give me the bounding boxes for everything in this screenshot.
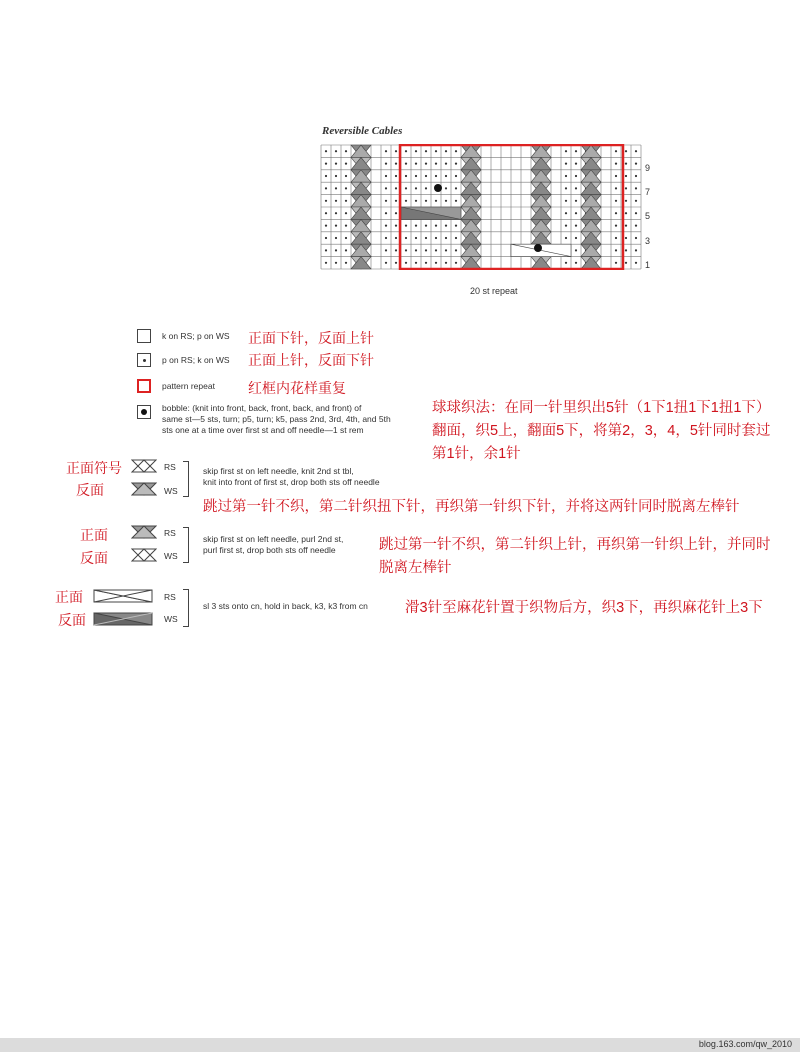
cross-knit-bracket: [183, 461, 189, 497]
cross-knit-cn-ws: 反面: [76, 482, 104, 498]
knit-symbol-icon: [137, 329, 151, 343]
cross-purl-desc-line-2: purl first st, drop both sts off needle: [203, 545, 336, 555]
cross-knit-cn: 跳过第一针不织，第二针织扭下针，再织第一针织下针，并将这两针同时脱离左棒针: [203, 499, 740, 515]
bobble-cn-line-1: 球球织法：在同一针里织出5针（1下1扭1下1扭1下）: [432, 400, 771, 416]
knitting-chart: [320, 144, 644, 270]
cross-purl-cn-rs: 正面: [80, 527, 108, 543]
cross-knit-desc-line-2: knit into front of first st, drop both sts off needle: [203, 477, 380, 487]
row-number-7: 7: [645, 187, 651, 197]
cross-purl-rs-icon: [131, 525, 157, 539]
cable-desc: sl 3 sts onto cn, hold in back, k3, k3 from cn: [203, 601, 368, 611]
bobble-mark-2: [534, 244, 542, 252]
bobble-mark-1: [434, 184, 442, 192]
cable-rs-icon: [93, 589, 153, 603]
cable-ws-icon: [93, 612, 153, 626]
cross-purl-desc-line-1: skip first st on left needle, purl 2nd st,: [203, 534, 344, 544]
cross-knit-desc-line-1: skip first st on left needle, knit 2nd st tbl,: [203, 466, 354, 476]
knit-desc: k on RS; p on WS: [162, 331, 230, 341]
cross-purl-cn: [379, 534, 771, 580]
bobble-desc-line-1: bobble: (knit into front, back, front, back, and front) of: [162, 403, 362, 413]
knit-cn: 正面下针，反面上针: [248, 330, 374, 346]
cross-purl-ws-label: WS: [164, 551, 178, 561]
cross-purl-desc: [203, 534, 343, 556]
purl-desc: p on RS; k on WS: [162, 355, 230, 365]
cross-purl-bracket: [183, 527, 189, 563]
repeat-symbol-icon: [137, 379, 151, 393]
chart-title: Reversible Cables: [322, 125, 403, 137]
row-number-9: 9: [645, 163, 651, 173]
cross-knit-ws-icon: [131, 482, 157, 496]
row-number-3: 3: [645, 236, 651, 246]
cable-cn: 滑3针至麻花针置于织物后方，织3下，再织麻花针上3下: [405, 600, 763, 616]
repeat-cn: 红框内花样重复: [248, 380, 346, 396]
purl-symbol-icon: [137, 353, 151, 367]
bobble-cn: [432, 397, 770, 466]
cable-cn-rs: 正面: [55, 589, 83, 605]
bobble-symbol-icon: [137, 405, 151, 419]
cross-purl-ws-icon: [131, 548, 157, 562]
cross-purl-cn-line-1: 跳过第一针不织，第二针织上针，再织第一针织上针，并同时: [379, 537, 771, 553]
repeat-label: 20 st repeat: [470, 286, 518, 296]
repeat-desc: pattern repeat: [162, 381, 215, 391]
row-number-1: 1: [645, 260, 651, 270]
bobble-desc-line-3: sts one at a time over first st and off needle—1 st rem: [162, 425, 364, 435]
bobble-cn-line-3: 第1针，余1针: [432, 446, 521, 462]
cable-ws-label: WS: [164, 614, 178, 624]
cross-purl-cn-line-2: 脱离左棒针: [379, 560, 452, 576]
bobble-desc-line-2: same st—5 sts, turn; p5, turn; k5, pass 2nd, 3rd, 4th, and 5th: [162, 414, 391, 424]
cross-knit-ws-label: WS: [164, 486, 178, 496]
cross-purl-cn-ws: 反面: [80, 550, 108, 566]
purl-cn: 正面上针，反面下针: [248, 352, 374, 368]
cable-bracket: [183, 589, 189, 627]
cross-knit-rs-icon: [131, 459, 157, 473]
footer-bar: [0, 1038, 800, 1052]
cable-rs-label: RS: [164, 592, 176, 602]
bobble-desc: [162, 403, 391, 436]
cable-cn-ws: 反面: [58, 612, 86, 628]
cross-knit-cn-rs: 正面符号: [66, 460, 122, 476]
bobble-cn-line-2: 翻面，织5上，翻面5下，将第2，3，4，5针同时套过: [432, 423, 771, 439]
cross-purl-rs-label: RS: [164, 528, 176, 538]
cross-knit-desc: [203, 466, 380, 488]
footer-url: blog.163.com/qw_2010: [698, 1039, 792, 1049]
row-number-5: 5: [645, 211, 651, 221]
cross-knit-rs-label: RS: [164, 462, 176, 472]
